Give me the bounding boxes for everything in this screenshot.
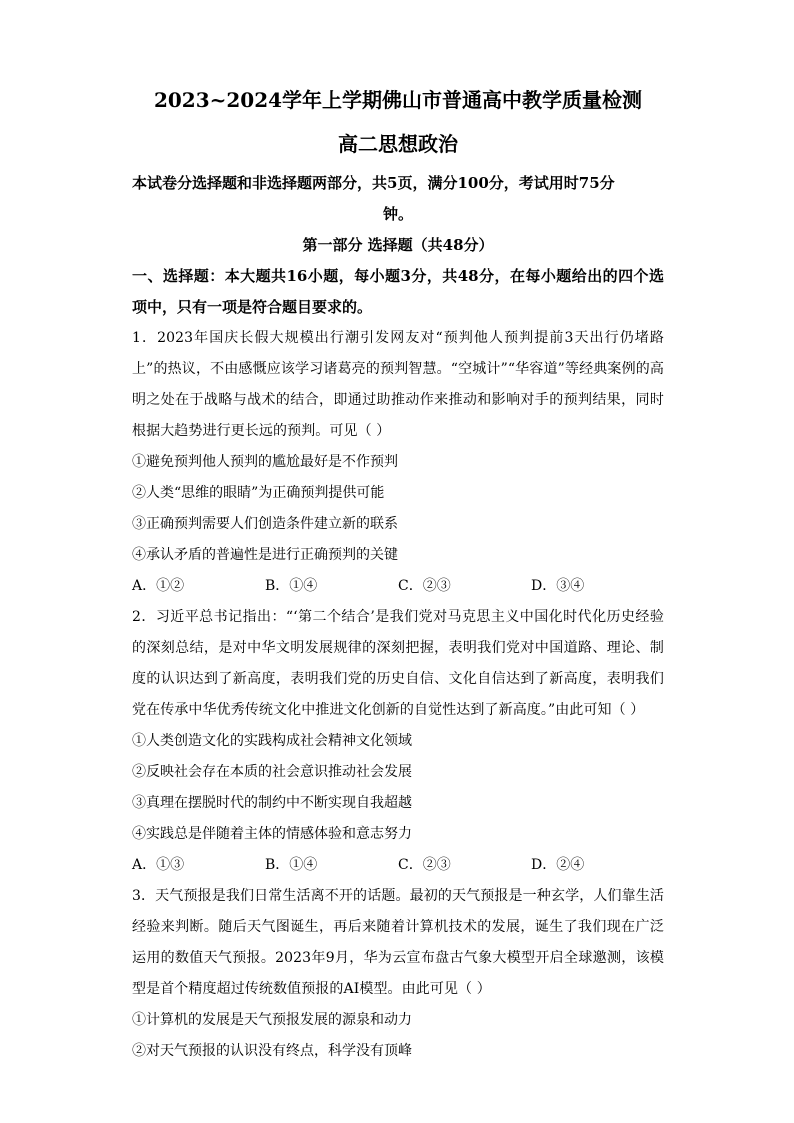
exam-subject: 高二思想政治 — [338, 132, 458, 156]
statement-option: ②反映社会存在本质的社会意识推动社会发展 — [132, 764, 412, 780]
statement-option: ①人类创造文化的实践构成社会精神文化领域 — [132, 733, 412, 749]
section-heading: 一、选择题：本大题共16小题，每小题3分，共48分，在每小题给出的四个选项中，只有一项是符合题目要求的。 — [132, 267, 664, 316]
statement-option: ①避免预判他人预判的尴尬最好是不作预判 — [132, 454, 398, 470]
part-title: 第一部分 选择题（共48分） — [302, 236, 494, 254]
statement-option: ③正确预判需要人们创造条件建立新的联系 — [132, 516, 398, 532]
statement-option: ④实践总是伴随着主体的情感体验和意志努力 — [132, 826, 412, 842]
statement-option: ④承认矛盾的普遍性是进行正确预判的关键 — [132, 547, 398, 563]
question-stem: 2．习近平总书记指出：“‘第二个结合’是我们党对马克思主义中国化时代化历史经验的深刻总结，是对中华文明发展规律的深刻把握，表明我们党对中国道路、理论、制度的认识达到了新高度，表明我们党的历史自信、文化自信达到了新高度，表明我们党在传承中华优秀传统文化中推进文化创新的自觉性达到了新高度。”由此可知（ ） — [132, 609, 664, 718]
question-2 — [132, 602, 664, 881]
choice-b: B．①④ — [265, 857, 318, 873]
exam-instructions — [132, 168, 664, 230]
statement-option: ②人类“思维的眼睛”为正确预判提供可能 — [132, 485, 385, 501]
question-stem: 1．2023年国庆长假大规模出行潮引发网友对“预判他人预判提前3天出行仍堵路上”的热议，不由感慨应该学习诸葛亮的预判智慧。“空城计”“华容道”等经典案例的高明之处在于战略与战术的结合，即通过助推动作来推动和影响对手的预判结果，同时根据大趋势进行更长远的预判。可见（ ） — [132, 330, 664, 439]
answer-choices — [132, 850, 664, 881]
choice-c: C．②③ — [398, 857, 451, 873]
instructions-line-1: 本试卷分选择题和非选择题两部分，共5页，满分100分，考试用时75分 — [132, 174, 615, 192]
choice-b: B．①④ — [265, 578, 318, 594]
statement-option: ③真理在摆脱时代的制约中不断实现自我超越 — [132, 795, 412, 811]
question-3 — [132, 881, 664, 1067]
choice-d: D．③④ — [531, 578, 585, 594]
choice-c: C．②③ — [398, 578, 451, 594]
choice-d: D．②④ — [531, 857, 585, 873]
choice-a: A．①③ — [132, 857, 185, 873]
question-1 — [132, 323, 664, 602]
choice-a: A．①② — [132, 578, 185, 594]
exam-title: 2023~2024学年上学期佛山市普通高中教学质量检测 — [153, 88, 643, 112]
question-stem: 3．天气预报是我们日常生活离不开的话题。最初的天气预报是一种玄学，人们靠生活经验来判断。随后天气图诞生，再后来随着计算机技术的发展，诞生了我们现在广泛运用的数值天气预报。2023年9月，华为云宣布盘古气象大模型开启全球邀测，该模型是首个精度超过传统数值预报的AI模型。由此可见（ ） — [132, 888, 664, 997]
statement-option: ②对天气预报的认识没有终点，科学没有顶峰 — [132, 1043, 412, 1059]
statement-option: ①计算机的发展是天气预报发展的源泉和动力 — [132, 1012, 412, 1028]
answer-choices — [132, 571, 664, 602]
instructions-line-2: 钟。 — [382, 205, 413, 223]
